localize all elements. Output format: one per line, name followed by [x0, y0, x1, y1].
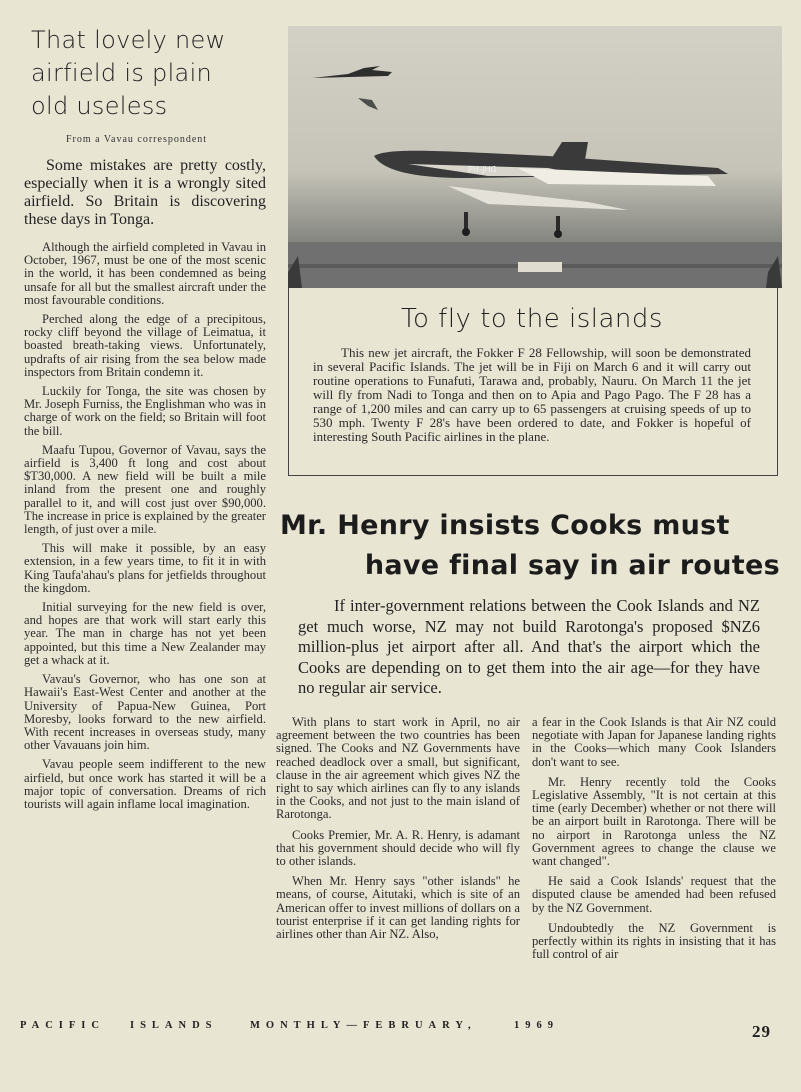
paragraph: Perched along the edge of a precipitous, rocky cliff beyond the village of Leimatua, it boasted breath-taking views. Unfortunately, updrafts of air rising from the sea below made inspectors from Britain condemn it.: [24, 312, 266, 379]
paragraph: a fear in the Cook Islands is that Air NZ could negotiate with Japan for Japanese landing rights in the Cooks—which many Cook Islanders don't want to see.: [532, 715, 776, 769]
left-headline-line: That lovely new: [31, 26, 226, 54]
paragraph: Mr. Henry recently told the Cooks Legislative Assembly, "It is not certain at this time (early December) whether or not there will be an airport built in Rarotonga. There will be no airport in Rarotonga unless the NZ Government agrees to change the clause we want changed".: [532, 774, 776, 869]
byline: From a Vavau correspondent: [66, 134, 208, 145]
left-intro: Some mistakes are pretty costly, especially when it is a wrongly sited airfield. So Britain is discovering these days in Tonga.: [24, 157, 266, 228]
main-intro: If inter-government relations between the Cook Islands and NZ get much worse, NZ may not build Rarotonga's proposed $NZ6 million-plus jet airport after all. And that's the airport which the Cooks are depending on to get them into the air age—for they have no regular air service.: [298, 596, 760, 697]
paragraph: Luckily for Tonga, the site was chosen by Mr. Joseph Furniss, the Englishman who was in charge of work on the field; so Britain will foot the bill.: [24, 384, 266, 438]
paragraph: Maafu Tupou, Governor of Vavau, says the airfield is 3,400 ft long and cost about $T30,000. A new field will be built a mile inland from the present one and roughly parallel to it, and will cost just over $90,000. The increase in price is explained by the greater length, of just over a mile.: [24, 442, 266, 537]
paragraph: With plans to start work in April, no air agreement between the two countries has been signed. The Cooks and NZ Governments have reached deadlock over a small, but significant, clause in the air agreement which gives NZ the right to say which airlines can fly to any islands in the Cooks, and not just to the main island of Rarotonga.: [276, 715, 520, 822]
paragraph: Vavau people seem indifferent to the new airfield, but once work has started it will be a major topic of conversation. Dreams of rich tourists will again inflame local imagination.: [24, 757, 266, 811]
footer-word: 1969: [514, 1020, 559, 1031]
aircraft-photo: [288, 26, 782, 288]
main-headline: [280, 506, 780, 586]
paragraph: Initial surveying for the new field is over, and hopes are that work will start early this year. The man in charge has not yet been appointed, but this time a New Zealander may get a whack at it.: [24, 600, 266, 667]
left-headline-line: airfield is plain: [31, 59, 213, 87]
paragraph: Undoubtedly the NZ Government is perfectly within its rights in insisting that it has full control of air: [532, 920, 776, 962]
photo-caption-box: [288, 288, 778, 476]
jet-aircraft-illustration: [288, 26, 782, 288]
paragraph: Although the airfield completed in Vavau in October, 1967, must be one of the most scenic in the world, it has been condemned as being unsafe for all but the smallest aircraft under the most favourable conditions.: [24, 240, 266, 307]
paragraph: Cooks Premier, Mr. A. R. Henry, is adamant that his government should decide who will fly to other islands.: [276, 827, 520, 869]
caption-text: This new jet aircraft, the Fokker F 28 Fellowship, will soon be demonstrated in several Pacific Islands. The jet will be in Fiji on March 6 and it will carry out routine operations to Funafuti, Tarawa and, probably, Nauru. On March 11 the jet will fly from Nadi to Tonga and then on to Apia and Pago Pago. The F 28 has a range of 1,200 miles and can carry up to 65 passengers at cruising speeds of up to 530 mph. Twenty F 28's have been ordered to date, and Fokker is hopeful of interesting South Pacific airlines in the plane.: [313, 345, 751, 444]
page-number: 29: [752, 1022, 771, 1041]
page-footer: [20, 1020, 780, 1040]
caption-title: To fly to the islands: [401, 304, 663, 334]
paragraph: He said a Cook Islands' request that the disputed clause be amended had been refused by the NZ Government.: [532, 874, 776, 915]
main-headline-line-2: have final say in air routes: [364, 550, 780, 581]
left-headline-line: old useless: [31, 92, 168, 120]
paragraph: When Mr. Henry says "other islands" he means, of course, Aitutaki, which is site of an American offer to invest millions of dollars on a tourist enterprise if it can get landing rights for airlines other than Air NZ. Also,: [276, 874, 520, 942]
left-body: [24, 241, 266, 811]
footer-word: PACIFIC: [20, 1020, 105, 1031]
main-article-column-2: [532, 716, 776, 968]
footer-word: ISLANDS: [130, 1020, 218, 1031]
main-headline-line-1: Mr. Henry insists Cooks must: [280, 510, 730, 541]
paragraph: Vavau's Governor, who has one son at Hawaii's East-West Center and another at the University of Papua-New Guinea, Port Moresby, looks forward to the new airfield. With recent increases in overseas study, many other Vavauans join him.: [24, 672, 266, 753]
left-article: [24, 24, 266, 817]
aircraft-registration: PH-JHG: [468, 165, 497, 174]
footer-word: MONTHLY—FEBRUARY,: [250, 1020, 477, 1031]
left-headline: [31, 24, 266, 123]
paragraph: This will make it possible, by an easy extension, in a few years time, to fit it in with King Taufa'ahau's plans for jetfields throughout the kingdom.: [24, 541, 266, 595]
main-article-column-1: [276, 716, 520, 948]
